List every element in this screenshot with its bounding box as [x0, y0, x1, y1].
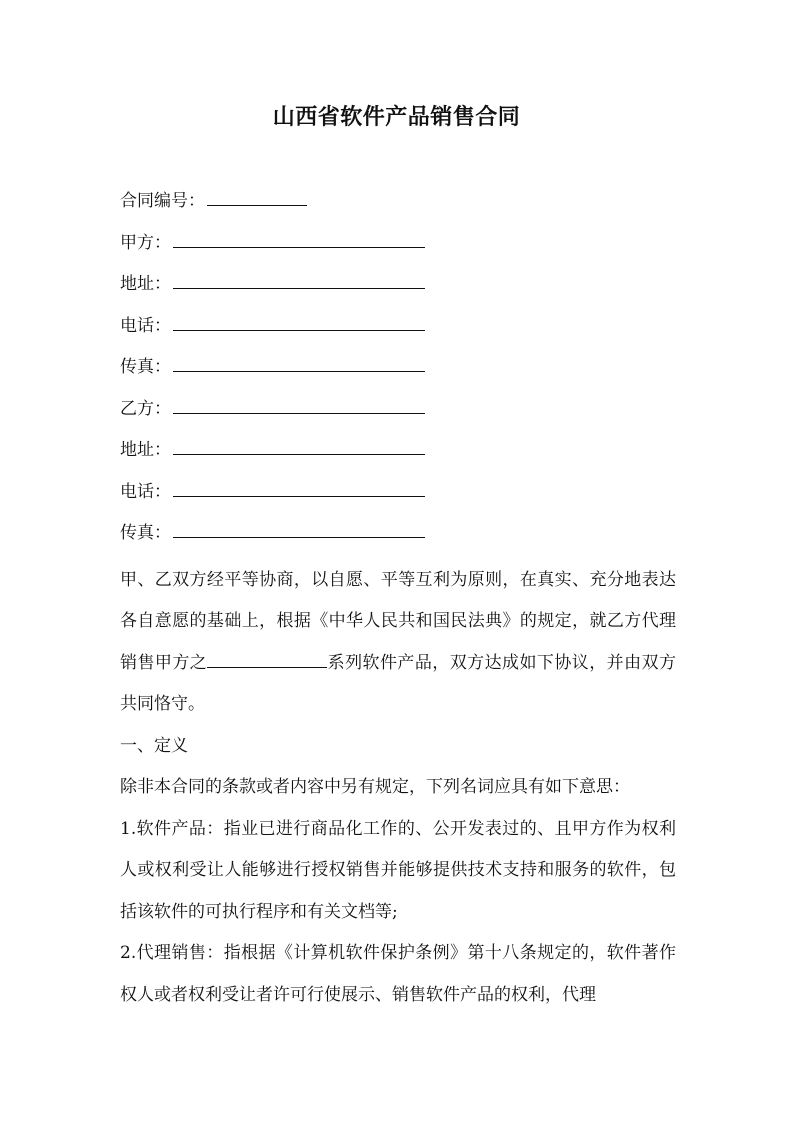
intro-text-after: 系列软件产品，双方达成如下协议，并由双方共同恪守。	[120, 652, 677, 714]
fill-blank	[173, 521, 425, 538]
field-label: 地址：	[120, 440, 171, 460]
fill-blank	[173, 438, 425, 455]
field-label: 传真：	[120, 357, 171, 377]
document-title: 山西省软件产品销售合同	[272, 104, 521, 130]
fill-blank	[173, 355, 425, 372]
party-b-field	[120, 394, 676, 436]
party-b-fax-field	[120, 518, 676, 560]
party-a-phone-field	[120, 311, 676, 353]
party-b-address-field	[120, 435, 676, 477]
field-label: 传真：	[120, 523, 171, 543]
section-lead: 除非本合同的条款或者内容中另有规定，下列名词应具有如下意思：	[120, 777, 630, 797]
party-a-fax-field	[120, 352, 676, 394]
fill-blank	[173, 272, 425, 289]
field-label: 乙方：	[120, 398, 171, 419]
intro-text-before: 甲、乙双方经平等协商，以自愿、平等互利为原则，在真实、充分地表达各自意愿的基础上，根据《中华人民共和国民法典》的规定，就乙方代理销售甲方之	[120, 569, 676, 673]
definition-item-1: 1.软件产品：指业已进行商品化工作的、公开发表过的、且甲方作为权利人或权利受让人能够进行授权销售并能够提供技术支持和服务的软件，包括该软件的可执行程序和有关文档等;	[120, 818, 676, 922]
section-heading: 一、定义	[120, 735, 188, 756]
party-b-phone-field	[120, 477, 676, 519]
fill-blank	[173, 397, 425, 414]
fill-blank	[173, 231, 425, 248]
field-label: 甲方：	[120, 232, 171, 253]
fill-blank	[207, 189, 307, 206]
field-label: 合同编号：	[120, 191, 205, 211]
fill-blank	[173, 314, 425, 331]
fill-blank	[173, 480, 425, 497]
party-a-address-field	[120, 269, 676, 311]
party-a-field	[120, 228, 676, 270]
field-label: 电话：	[120, 315, 171, 336]
document-body	[120, 186, 676, 1016]
intro-paragraph	[120, 560, 676, 726]
field-label: 地址：	[120, 274, 171, 294]
definition-item-2: 2.代理销售：指根据《计算机软件保护条例》第十八条规定的，软件著作权人或者权利受让者许可行使展示、销售软件产品的权利，代理	[120, 943, 676, 1005]
contract-number-field	[120, 186, 676, 228]
field-label: 电话：	[120, 481, 171, 502]
product-series-blank	[207, 651, 327, 668]
